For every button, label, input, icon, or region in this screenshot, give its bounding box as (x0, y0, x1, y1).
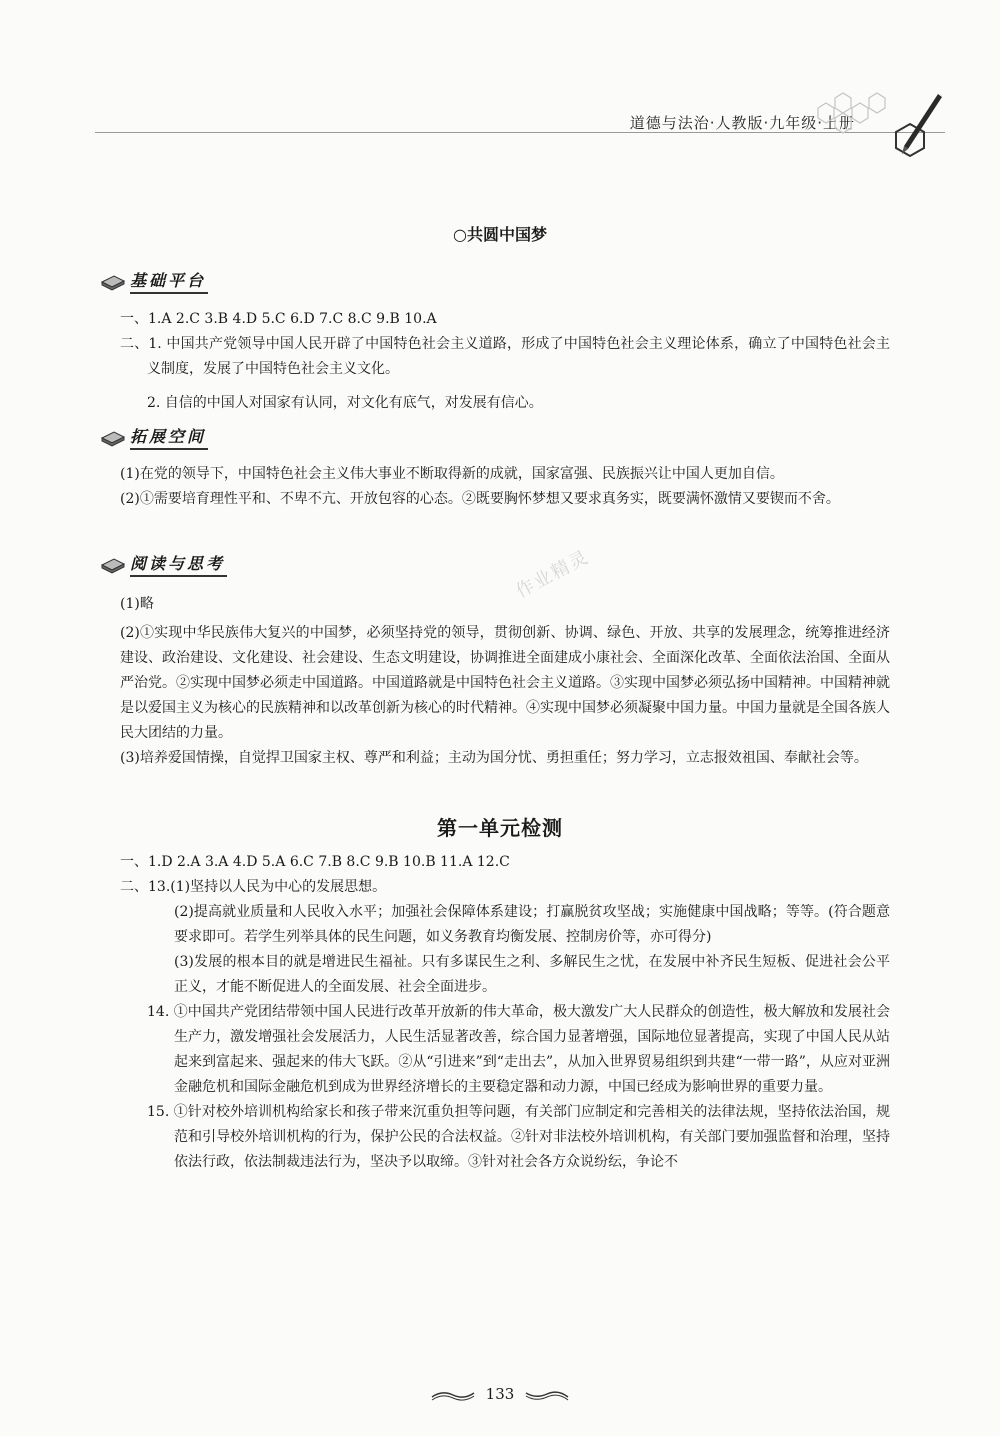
answer-line: 二、13.(1)坚持以人民为中心的发展思想。 (120, 879, 387, 895)
yuedu-answers (120, 592, 890, 771)
answer-line: (1)略 (120, 596, 154, 612)
section-heading-tuozhan (100, 422, 208, 452)
section-heading-jichu (100, 266, 208, 296)
unit-test-title: 第一单元检测 (437, 816, 563, 840)
unit-test-answers (120, 850, 890, 1175)
book-icon (100, 270, 126, 292)
section-title: ○共圆中国梦 (453, 225, 547, 244)
tuozhan-answers (120, 462, 890, 512)
page-number: 133 (485, 1385, 515, 1403)
answer-line: (2)提高就业质量和人民收入水平；加强社会保障体系建设；打赢脱贫攻坚战；实施健康中国战略；等等。(符合题意要求即可。若学生列举具体的民生问题，如义务教育均衡发展、控制房价等，亦可得分) (174, 904, 890, 945)
running-header: 道德与法治·人教版·九年级·上册 (629, 114, 855, 132)
answer-line: 一、1.D 2.A 3.A 4.D 5.A 6.C 7.B 8.C 9.B 10.B 11.A 12.C (120, 854, 510, 870)
answer-line: (2)①需要培育理性平和、不卑不亢、开放包容的心态。②既要胸怀梦想又要求真务实，既要满怀激情又要锲而不舍。 (120, 491, 840, 507)
wave-ornament-right-icon (525, 1389, 569, 1401)
section-heading-yuedu (100, 549, 227, 579)
answer-line: 二、1. 中国共产党领导中国人民开辟了中国特色社会主义道路，形成了中国特色社会主义理论体系，确立了中国特色社会主义制度，发展了中国特色社会主义文化。 (120, 336, 890, 377)
answer-line: 一、1.A 2.C 3.B 4.D 5.C 6.D 7.C 8.C 9.B 10.A (120, 311, 437, 327)
answer-line: 2. 自信的中国人对国家有认同，对文化有底气，对发展有信心。 (147, 395, 543, 411)
pen-hexagon-decoration-icon (808, 88, 948, 158)
section-heading-label: 拓展空间 (130, 424, 208, 450)
answer-line: 15. ①针对校外培训机构给家长和孩子带来沉重负担等问题，有关部门应制定和完善相关的法律法规，坚持依法治国，规范和引导校外培训机构的行为，保护公民的合法权益。②针对非法校外培训机构，有关部门要加强监督和治理，坚持依法行政，依法制裁违法行为，坚决予以取缔。③针对社会各方众说纷纭，争论不 (147, 1104, 890, 1170)
section-heading-label: 基础平台 (130, 268, 208, 294)
page-footer (0, 1385, 1000, 1403)
wave-ornament-left-icon (431, 1389, 475, 1401)
jichu-answers (120, 307, 890, 416)
watermark: 作业精灵 (512, 546, 593, 603)
answer-line: 14. ①中国共产党团结带领中国人民进行改革开放新的伟大革命，极大激发广大人民群众的创造性，极大解放和发展社会生产力，激发增强社会发展活力，人民生活显著改善，综合国力显著增强，国际地位显著提高，实现了中国人民从站起来到富起来、强起来的伟大飞跃。②从“引进来”到“走出去”，从加入世界贸易组织到共建“一带一路”，从应对亚洲金融危机和国际金融危机到成为世界经济增长的主要稳定器和动力源，中国已经成为影响世界的重要力量。 (147, 1004, 890, 1095)
section-heading-label: 阅读与思考 (130, 551, 227, 577)
answer-line: (2)①实现中华民族伟大复兴的中国梦，必须坚持党的领导，贯彻创新、协调、绿色、开放、共享的发展理念，统筹推进经济建设、政治建设、文化建设、社会建设、生态文明建设，协调推进全面建成小康社会、全面深化改革、全面依法治国、全面从严治党。②实现中国梦必须走中国道路。中国道路就是中国特色社会主义道路。③实现中国梦必须弘扬中国精神。中国精神就是以爱国主义为核心的民族精神和以改革创新为核心的时代精神。④实现中国梦必须凝聚中国力量。中国力量就是全国各族人民大团结的力量。 (120, 625, 890, 741)
answer-line: (1)在党的领导下，中国特色社会主义伟大事业不断取得新的成就，国家富强、民族振兴让中国人更加自信。 (120, 466, 784, 482)
answer-line: (3)培养爱国情操，自觉捍卫国家主权、尊严和利益；主动为国分忧、勇担重任；努力学习，立志报效祖国、奉献社会等。 (120, 750, 868, 766)
answer-line: (3)发展的根本目的就是增进民生福祉。只有多谋民生之利、多解民生之忧，在发展中补齐民生短板、促进社会公平正义，才能不断促进人的全面发展、社会全面进步。 (174, 954, 890, 995)
book-icon (100, 553, 126, 575)
book-icon (100, 426, 126, 448)
